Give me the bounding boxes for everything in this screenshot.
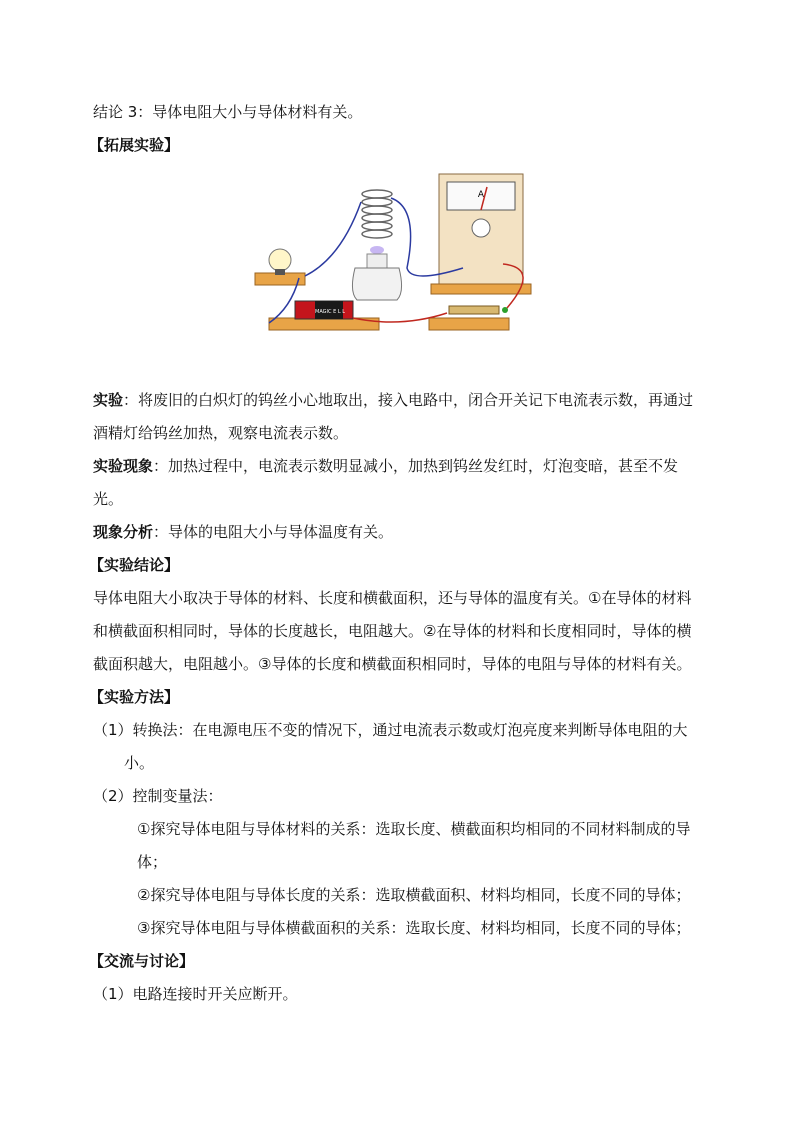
circuit-figure bbox=[93, 162, 703, 384]
analysis-label: 现象分析 bbox=[93, 523, 154, 541]
discussion-heading: 【交流与讨论】 bbox=[89, 952, 195, 970]
analysis-paragraph bbox=[93, 516, 703, 549]
phenomenon-label: 实验现象 bbox=[93, 457, 154, 475]
switch-icon bbox=[449, 306, 499, 314]
analysis-text: ：导体的电阻大小与导体温度有关。 bbox=[153, 523, 394, 541]
experiment-label: 实验 bbox=[93, 391, 124, 409]
method-item: （2）控制变量法： bbox=[93, 787, 223, 805]
tungsten-coil bbox=[362, 190, 392, 238]
control-variable-item: ①探究导体电阻与导体材料的关系：选取长度、横截面积均相同的不同材料制成的导体； bbox=[137, 820, 691, 871]
extension-experiment-heading: 【拓展实验】 bbox=[89, 136, 180, 154]
ammeter-base bbox=[431, 284, 531, 294]
conclusion-text: 导体电阻大小取决于导体的材料、长度和横截面积，还与导体的温度有关。①在导体的材料和横截面积相同时，导体的长度越长，电阻越大。②在导体的材料和长度相同时，导体的横截面积越大，电阻越小。③导体的长度和横截面积相同时，导体的电阻与导体的材料有关。 bbox=[93, 589, 692, 673]
battery-label: MAGIC E L L bbox=[315, 309, 345, 315]
document-page bbox=[89, 96, 703, 1011]
discussion-item: （1）电路连接时开关应断开。 bbox=[93, 985, 298, 1003]
lamp-wick-holder bbox=[367, 254, 387, 268]
conclusion-heading: 【实验结论】 bbox=[89, 556, 180, 574]
method-heading: 【实验方法】 bbox=[89, 688, 180, 706]
method-item: （1）转换法：在电源电压不变的情况下，通过电流表示数或灯泡亮度来判断导体电阻的大小。 bbox=[93, 721, 688, 772]
control-variable-item: ③探究导体电阻与导体横截面积的关系：选取长度、材料均相同，长度不同的导体； bbox=[137, 919, 691, 937]
experiment-paragraph bbox=[93, 384, 703, 450]
alcohol-lamp-icon bbox=[352, 268, 401, 300]
experiment-text: ：将废旧的白炽灯的钨丝小心地取出，接入电路中，闭合开关记下电流表示数，再通过酒精灯给钨丝加热，观察电流表示数。 bbox=[93, 391, 694, 442]
wire-blue-2 bbox=[305, 202, 361, 276]
conclusion-3: 结论 3：导体电阻大小与导体材料有关。 bbox=[93, 103, 363, 121]
light-bulb-icon bbox=[269, 249, 291, 271]
ammeter-knob bbox=[472, 219, 490, 237]
phenomenon-text: ：加热过程中，电流表示数明显减小，加热到钨丝发红时，灯泡变暗，甚至不发光。 bbox=[93, 457, 679, 508]
control-variable-item: ②探究导体电阻与导体长度的关系：选取横截面积、材料均相同，长度不同的导体； bbox=[137, 886, 691, 904]
circuit-diagram bbox=[251, 168, 541, 346]
switch-base bbox=[429, 318, 509, 330]
ammeter-letter: A bbox=[477, 190, 485, 200]
flame-icon bbox=[370, 246, 384, 254]
phenomenon-paragraph bbox=[93, 450, 703, 516]
lamp-socket bbox=[275, 269, 285, 275]
